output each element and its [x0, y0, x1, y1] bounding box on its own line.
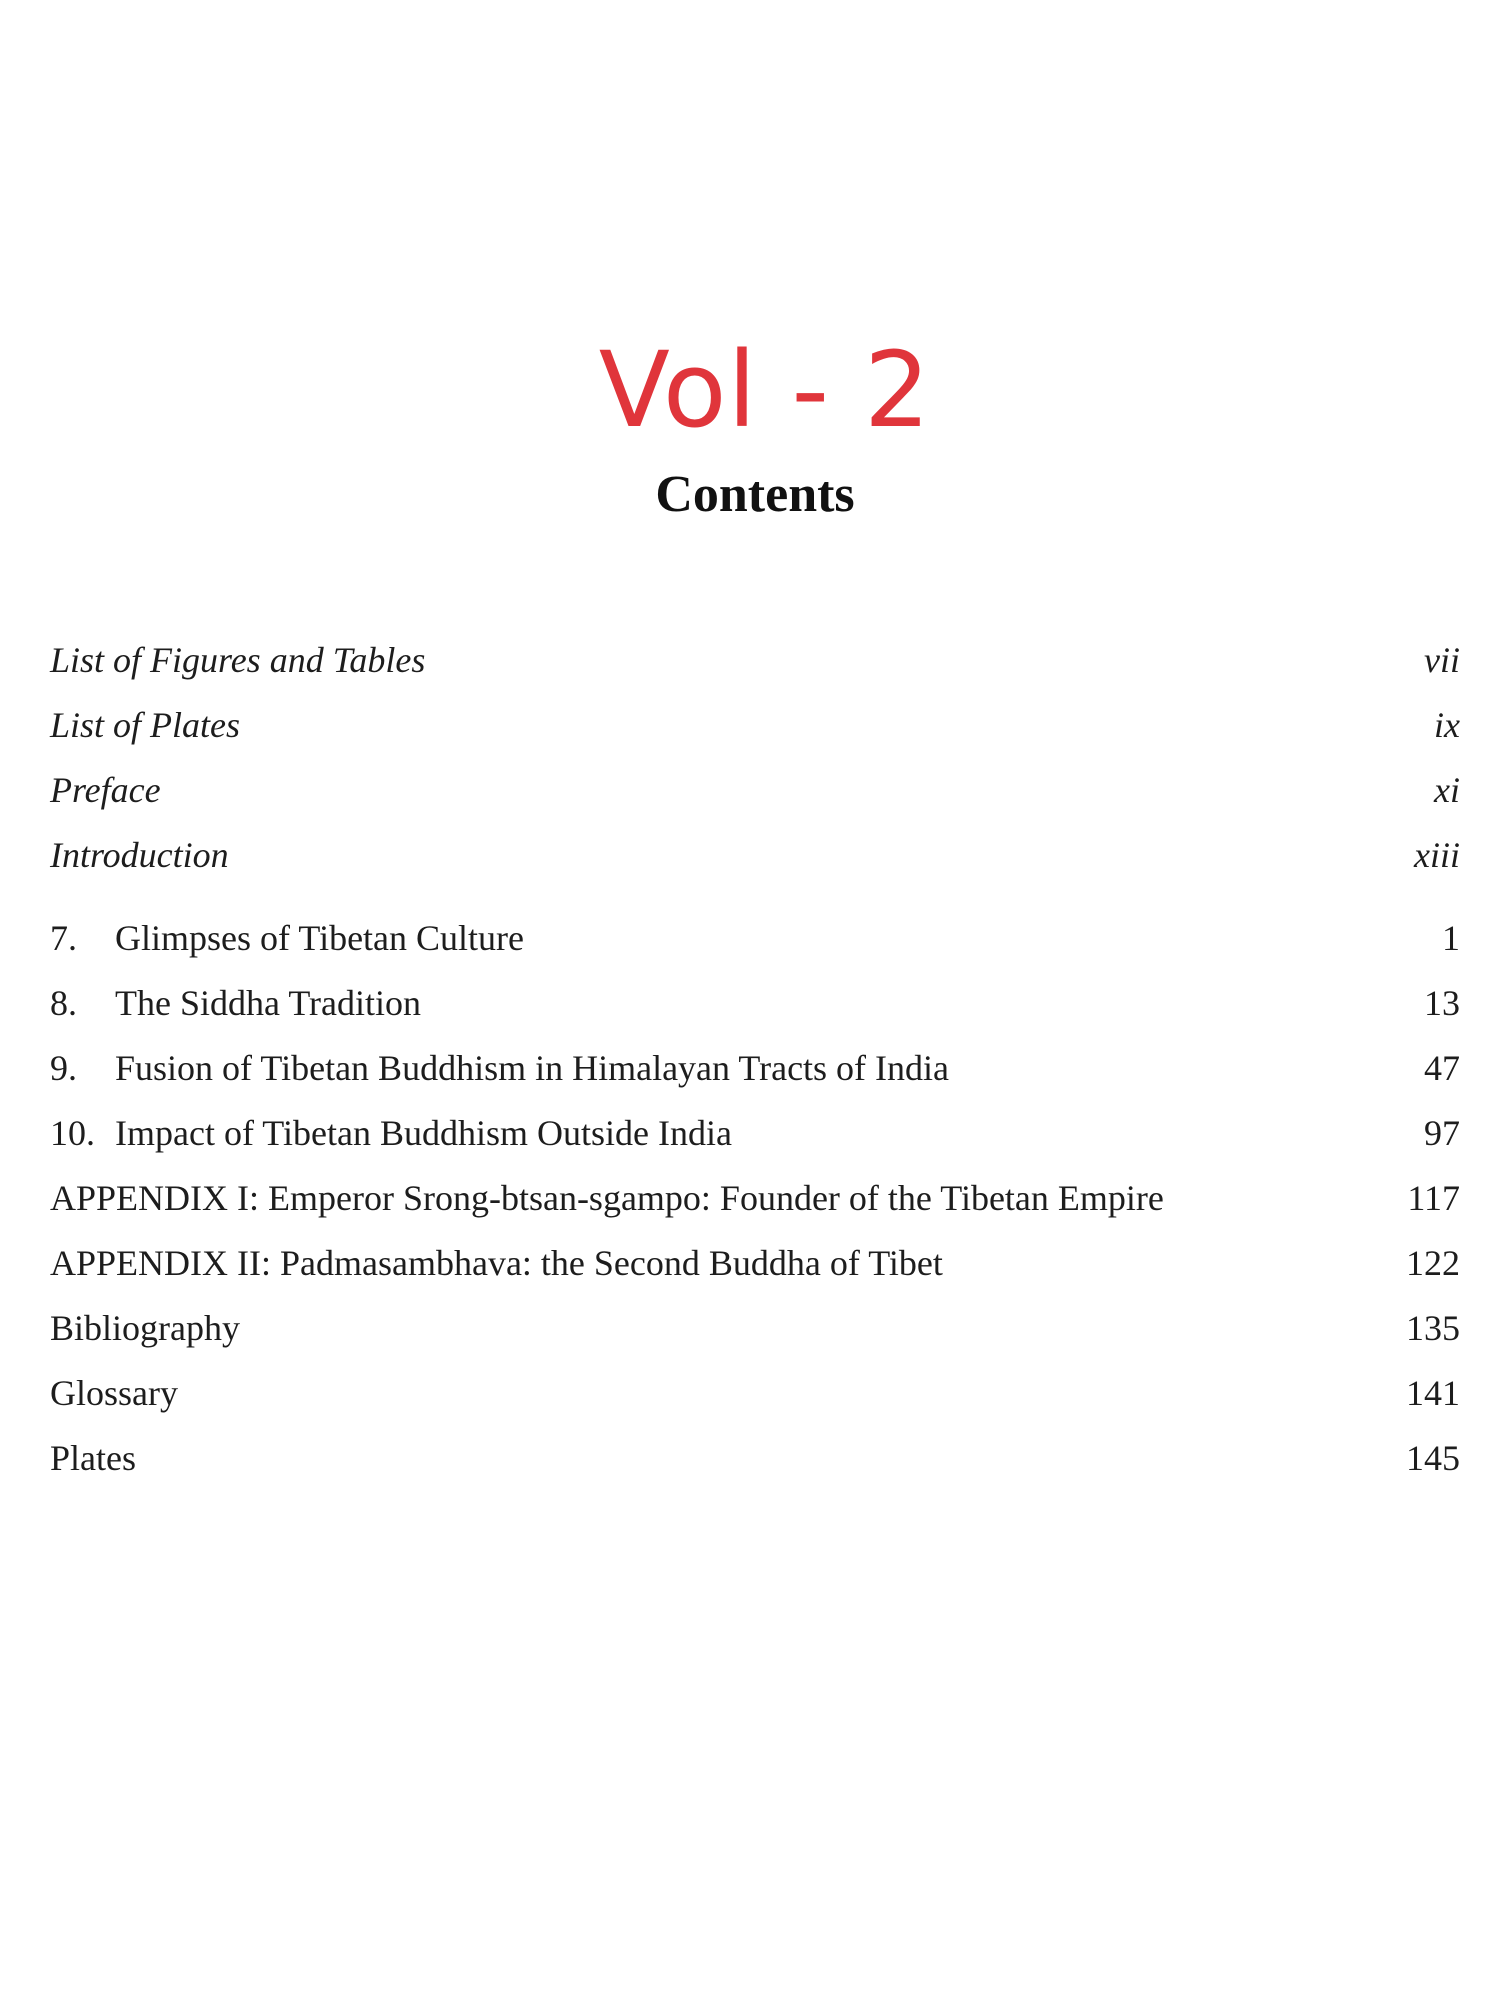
toc-entry-number: 7.: [50, 918, 77, 958]
toc-entry-page: 135: [1406, 1308, 1460, 1348]
contents-heading: Contents: [655, 466, 855, 523]
toc-entry-title: APPENDIX I: Emperor Srong-btsan-sgampo: Founder of the Tibetan Empire: [50, 1178, 1164, 1218]
toc-entry-page: 117: [1407, 1178, 1460, 1218]
toc-entry-list-of-plates: [50, 695, 1460, 755]
toc-entry-page: xi: [1434, 770, 1460, 810]
toc-entry-title: Impact of Tibetan Buddhism Outside India: [115, 1113, 732, 1153]
toc-entry-chapter-7: [50, 908, 1460, 968]
toc-entry-title: Fusion of Tibetan Buddhism in Himalayan Tracts of India: [115, 1048, 950, 1088]
toc-entry-title: APPENDIX II: Padmasambhava: the Second Buddha of Tibet: [50, 1243, 943, 1283]
toc-entry-page: 145: [1406, 1438, 1460, 1478]
toc-entry-plates: [50, 1428, 1460, 1488]
toc-entry-introduction: [50, 825, 1460, 885]
toc-entry-appendix-2: [50, 1233, 1460, 1293]
toc-entry-title: Preface: [50, 770, 161, 810]
volume-label: Vol - 2: [598, 329, 932, 451]
toc-entry-page: 122: [1406, 1243, 1460, 1283]
toc-entry-chapter-8: [50, 973, 1460, 1033]
toc-entry-chapter-10: [50, 1103, 1460, 1163]
toc-entry-page: 97: [1424, 1113, 1460, 1153]
toc-entry-glossary: [50, 1363, 1460, 1423]
toc-entry-title: Introduction: [50, 835, 229, 875]
toc-entry-title: The Siddha Tradition: [115, 983, 422, 1023]
toc-entry-number: 9.: [50, 1048, 77, 1088]
toc-entry-page: ix: [1434, 705, 1460, 745]
toc-entry-title: Glimpses of Tibetan Culture: [115, 918, 525, 958]
toc-entry-page: xiii: [1414, 835, 1460, 875]
toc-entry-title: List of Figures and Tables: [50, 640, 426, 680]
toc-entry-title: List of Plates: [50, 705, 241, 745]
toc-entry-chapter-9: [50, 1038, 1460, 1098]
toc-entry-page: 13: [1424, 983, 1460, 1023]
toc-entry-title: Bibliography: [50, 1308, 240, 1348]
toc-entry-bibliography: [50, 1298, 1460, 1358]
toc-entry-list-of-figures: [50, 630, 1460, 690]
toc-entry-appendix-1: [50, 1168, 1460, 1228]
toc-entry-title: Glossary: [50, 1373, 178, 1413]
toc-entry-number: 10.: [50, 1113, 95, 1153]
toc-entry-preface: [50, 760, 1460, 820]
toc-entry-page: 141: [1406, 1373, 1460, 1413]
toc-entry-page: vii: [1424, 640, 1460, 680]
toc-entry-title: Plates: [50, 1438, 136, 1478]
toc-entry-number: 8.: [50, 983, 77, 1023]
toc-entry-page: 1: [1442, 918, 1460, 958]
toc-entry-page: 47: [1424, 1048, 1460, 1088]
